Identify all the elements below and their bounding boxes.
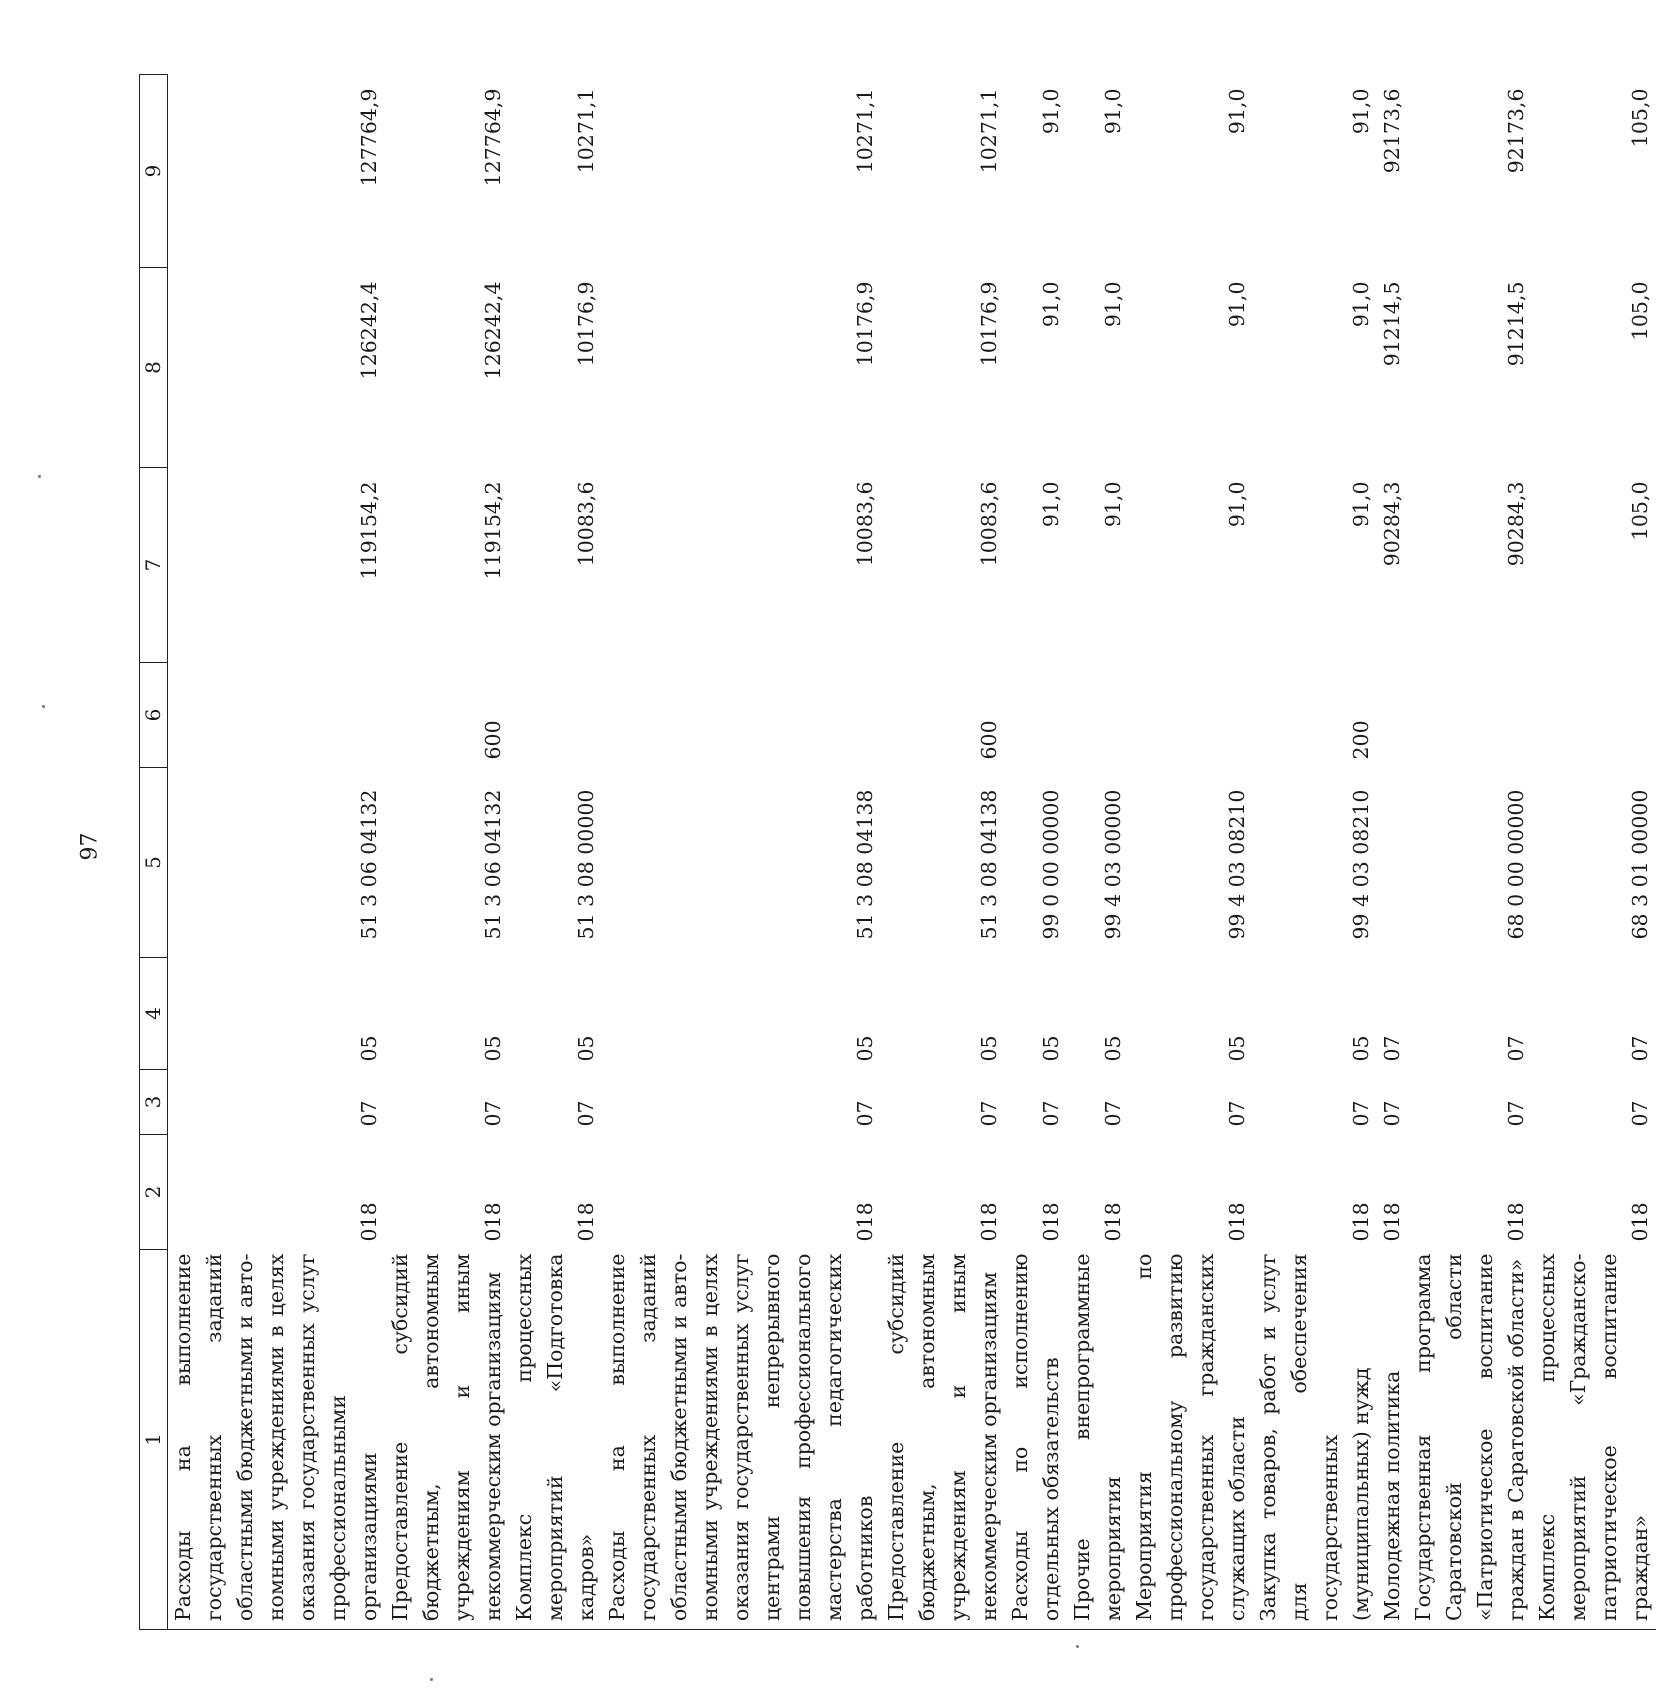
- table-row: [509, 75, 602, 1630]
- cell-subsection: 05: [853, 1035, 877, 1062]
- cell-amount-year2: 91,0: [1039, 281, 1063, 328]
- cell-item-name: Комплекс процессных мероприятий «Подготовка кадров»: [509, 1250, 602, 1630]
- cell-amount-year2: 91214,5: [1380, 281, 1404, 367]
- scan-speck: [42, 705, 45, 708]
- table-row: [881, 75, 1005, 1630]
- cell-item-name: Мероприятия по профессиональному развитию государственных гражданских служащих области: [1129, 1250, 1253, 1630]
- cell-subsection: 05: [1101, 1035, 1125, 1062]
- table-header-row: [140, 75, 168, 1630]
- cell-grbs: 018: [1039, 1202, 1063, 1242]
- column-header-5: 5: [140, 768, 168, 958]
- cell-amount-year1: 90284,3: [1380, 481, 1404, 567]
- scan-speck: [430, 1678, 433, 1681]
- cell-item-name: Расходы по исполнению отдельных обязательств: [1005, 1250, 1067, 1630]
- cell-amount-year1: 10083,6: [574, 481, 598, 567]
- cell-grbs: 018: [357, 1202, 381, 1242]
- cell-expense-type: [1377, 663, 1408, 768]
- table-body: [168, 75, 1656, 1630]
- cell-grbs: 018: [1101, 1202, 1125, 1242]
- table-row: [602, 75, 881, 1630]
- cell-amount-year2: 91,0: [1101, 281, 1125, 328]
- cell-target-article: 51 3 08 04138: [853, 789, 877, 940]
- table-row: [1067, 75, 1129, 1630]
- cell-amount-year2: 126242,4: [357, 281, 381, 380]
- cell-amount-year1: 91,0: [1039, 481, 1063, 528]
- cell-amount-year2: 10176,9: [574, 281, 598, 367]
- cell-target-article: 99 4 03 08210: [1349, 789, 1373, 940]
- table-row: [1005, 75, 1067, 1630]
- cell-subsection: 05: [1225, 1035, 1249, 1062]
- scan-speck: [1076, 1645, 1079, 1648]
- cell-grbs: 018: [853, 1202, 877, 1242]
- cell-subsection: 07: [1380, 1035, 1404, 1062]
- cell-grbs: 018: [1504, 1202, 1528, 1242]
- cell-expense-type: 600: [481, 720, 505, 760]
- cell-target-article: 51 3 06 04132: [481, 789, 505, 940]
- cell-section: 07: [1628, 1100, 1652, 1127]
- cell-item-name: Предоставление субсидий бюджетным, автономным учреждениям и иным некоммерческим организациям: [385, 1250, 509, 1630]
- cell-section: 07: [1225, 1100, 1249, 1127]
- cell-subsection: 05: [481, 1035, 505, 1062]
- column-header-8: 8: [140, 268, 168, 468]
- cell-subsection: 05: [574, 1035, 598, 1062]
- cell-expense-type: [1129, 663, 1253, 768]
- table-row: [168, 75, 386, 1630]
- cell-item-name: Расходы на выполнение государственных заданий областными бюджетными и автономными учреждениями в целях оказания государственных услуг центрами непрерывного повышения профессионального мастерства педагогических работников: [602, 1250, 881, 1630]
- column-header-2: 2: [140, 1135, 168, 1250]
- cell-section: 07: [1349, 1100, 1373, 1127]
- cell-item-name: Прочие внепрограммные мероприятия: [1067, 1250, 1129, 1630]
- cell-amount-year3: 91,0: [1225, 88, 1249, 135]
- cell-target-article: 99 4 03 00000: [1101, 789, 1125, 940]
- scan-speck: [38, 475, 41, 478]
- cell-grbs: 018: [977, 1202, 1001, 1242]
- table-row: [1377, 75, 1408, 1630]
- cell-section: 07: [1101, 1100, 1125, 1127]
- cell-subsection: 07: [1504, 1035, 1528, 1062]
- cell-amount-year3: 10271,1: [574, 88, 598, 174]
- cell-amount-year1: 90284,3: [1504, 481, 1528, 567]
- cell-expense-type: [168, 663, 386, 768]
- cell-amount-year2: 105,0: [1628, 281, 1652, 341]
- column-header-6: 6: [140, 663, 168, 768]
- cell-subsection: 05: [1039, 1035, 1063, 1062]
- cell-item-name: Закупка товаров, работ и услуг для обеспечения государственных (муниципальных) нужд: [1253, 1250, 1377, 1630]
- page-number: 97: [77, 832, 103, 861]
- cell-target-article: 51 3 08 00000: [574, 789, 598, 940]
- cell-item-name: Расходы на выполнение государственных заданий областными бюджетными и автономными учреждениями в целях оказания государственных услуг профессиональными организациями: [168, 1250, 386, 1630]
- budget-table: [139, 74, 1656, 1630]
- table-row: [1532, 75, 1656, 1630]
- cell-target-article: [1377, 768, 1408, 958]
- cell-target-article: 68 3 01 00000: [1628, 789, 1652, 940]
- cell-amount-year2: 10176,9: [977, 281, 1001, 367]
- cell-amount-year3: 92173,6: [1380, 88, 1404, 174]
- cell-amount-year2: 91214,5: [1504, 281, 1528, 367]
- cell-amount-year1: 91,0: [1101, 481, 1125, 528]
- cell-expense-type: [1408, 663, 1532, 768]
- cell-amount-year3: 10271,1: [977, 88, 1001, 174]
- cell-section: 07: [1504, 1100, 1528, 1127]
- cell-target-article: 99 4 03 08210: [1225, 789, 1249, 940]
- cell-amount-year3: 10271,1: [853, 88, 877, 174]
- cell-amount-year3: 105,0: [1628, 88, 1652, 148]
- cell-item-name: Государственная программа Саратовской области «Патриотическое воспитание граждан в Саратовской области»: [1408, 1250, 1532, 1630]
- cell-amount-year2: 10176,9: [853, 281, 877, 367]
- column-header-3: 3: [140, 1070, 168, 1135]
- cell-amount-year3: 127764,9: [481, 88, 505, 187]
- cell-grbs: 018: [1380, 1202, 1404, 1242]
- cell-item-name: Комплекс процессных мероприятий «Гражданско-патриотическое воспитание граждан»: [1532, 1250, 1656, 1630]
- cell-amount-year1: 91,0: [1225, 481, 1249, 528]
- cell-expense-type: 600: [977, 720, 1001, 760]
- cell-amount-year3: 91,0: [1101, 88, 1125, 135]
- cell-amount-year1: 119154,2: [481, 481, 505, 580]
- cell-target-article: 51 3 08 04138: [977, 789, 1001, 940]
- cell-target-article: 99 0 00 00000: [1039, 789, 1063, 940]
- cell-target-article: 68 0 00 00000: [1504, 789, 1528, 940]
- cell-amount-year2: 91,0: [1225, 281, 1249, 328]
- cell-amount-year1: 10083,6: [853, 481, 877, 567]
- cell-subsection: 05: [1349, 1035, 1373, 1062]
- cell-amount-year1: 119154,2: [357, 481, 381, 580]
- cell-amount-year2: 126242,4: [481, 281, 505, 380]
- cell-expense-type: [1067, 663, 1129, 768]
- cell-section: 07: [1380, 1100, 1404, 1127]
- cell-grbs: 018: [574, 1202, 598, 1242]
- cell-grbs: 018: [1225, 1202, 1249, 1242]
- table-row: [1408, 75, 1532, 1630]
- cell-item-name: Предоставление субсидий бюджетным, автономным учреждениям и иным некоммерческим организациям: [881, 1250, 1005, 1630]
- cell-target-article: 51 3 06 04132: [357, 789, 381, 940]
- cell-section: 07: [357, 1100, 381, 1127]
- cell-expense-type: [509, 663, 602, 768]
- cell-amount-year1: 105,0: [1628, 481, 1652, 541]
- cell-amount-year1: 91,0: [1349, 481, 1373, 528]
- cell-amount-year3: 91,0: [1039, 88, 1063, 135]
- cell-expense-type: [1005, 663, 1067, 768]
- table-row: [1129, 75, 1253, 1630]
- cell-subsection: 07: [1628, 1035, 1652, 1062]
- column-header-9: 9: [140, 75, 168, 268]
- cell-expense-type: [602, 663, 881, 768]
- cell-amount-year1: 10083,6: [977, 481, 1001, 567]
- cell-amount-year3: 127764,9: [357, 88, 381, 187]
- column-header-1: 1: [140, 1250, 168, 1630]
- cell-expense-type: [1532, 663, 1656, 768]
- cell-grbs: 018: [481, 1202, 505, 1242]
- cell-item-name: Молодежная политика: [1377, 1250, 1408, 1630]
- table-row: [1253, 75, 1377, 1630]
- column-header-7: 7: [140, 468, 168, 663]
- cell-section: 07: [853, 1100, 877, 1127]
- column-header-4: 4: [140, 958, 168, 1070]
- cell-section: 07: [1039, 1100, 1063, 1127]
- cell-subsection: 05: [357, 1035, 381, 1062]
- cell-grbs: 018: [1628, 1202, 1652, 1242]
- table-row: [385, 75, 509, 1630]
- cell-amount-year3: 92173,6: [1504, 88, 1528, 174]
- cell-subsection: 05: [977, 1035, 1001, 1062]
- cell-section: 07: [977, 1100, 1001, 1127]
- cell-amount-year2: 91,0: [1349, 281, 1373, 328]
- cell-expense-type: 200: [1349, 720, 1373, 760]
- cell-section: 07: [481, 1100, 505, 1127]
- cell-section: 07: [574, 1100, 598, 1127]
- cell-grbs: 018: [1349, 1202, 1373, 1242]
- rotated-document: [139, 75, 1656, 1630]
- cell-amount-year3: 91,0: [1349, 88, 1373, 135]
